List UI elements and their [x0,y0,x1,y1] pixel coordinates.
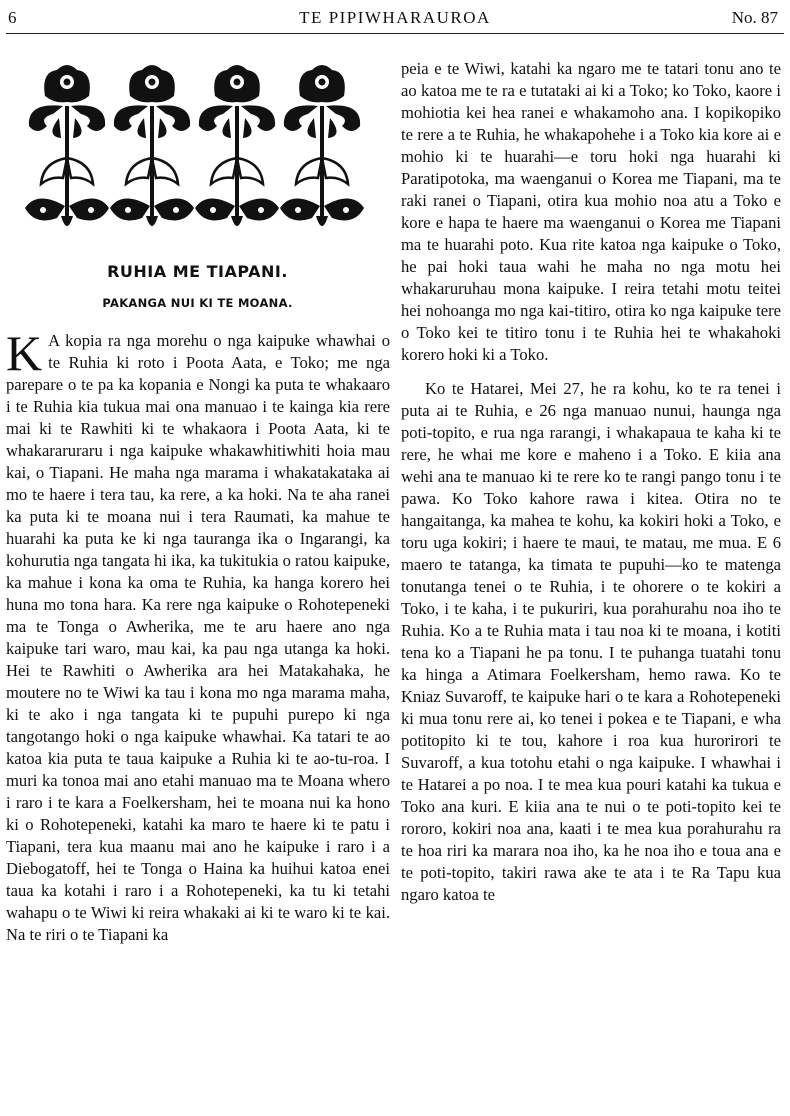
masthead-title: TE PIPIWHARAUROA [299,8,491,27]
header-rule [6,33,784,34]
article-paragraph [6,325,390,946]
page-number: 6 [8,8,17,27]
right-column-paragraph-2: Ko te Hatarei, Mei 27, he ra kohu, ko te ra tenei i puta ai te Ruhia, e 26 nga manuao nunui, haunga nga poti-topito, e rua nga rarangi, i whakapaua te kaha ki te rere, he whai me kore e maheno i a Toko. E kiia ana wehi ana te manuao ki te rere ko te rangi pango tonu i te pawa. Ko Toko kahore rawa i kitea. Otira no te hangaitanga, ka mahea te kohu, ka kokiri hoki a Toko, e toru uga kokiri; i haere te maui, te matau, me mua. E 6 maero te tatanga, ka timata te pupuhi—ko te matenga tonutanga tenei o te Ruhia, i te ohorere o te kokiri a Toko, i te kaha, i te pukuriri, kua porahurahu noa iho te Ruhia. Ko a te Ruhia mata i tau noa ki te moana, i kotiti tena ko a Tiapani he pa tonu. I te puhanga tuatahi tonu ka hinga a Atimara Foelkersham, hemo rawa. Ko te Kniaz Suvaroff, te kaipuke hari o te kara a Rohotepeneki ki mua tonu rere ai, ko tenei i pokea e te Tiapani, e wha potitopito ki te tou, kahore i roa kua hurorirori te Suvaroff, a kua totohu etahi o nga kaipuke. I whawhai i te Hatarei a po noa. I te mea kua pouri katahi ka tukua e Toko ana kuri. E kiia ana te nui o te poti-topito kei te rororo, kokiri noa ana, kaati i te mea kua porahurahu ra te hoa riri ka marara noa iho, ka he noa iho e toua ana e te poti-topito, takiri rawa ake te ata i te Ra Tapu kua ngaro katoa te [401,379,781,904]
right-column-paragraph-1: peia e te Wiwi, katahi ka ngaro me te tatari tonu ano te ao katoa me te ra e tutataki ai ki a Toko; ko Toko, kaore i mohiotia kei hea ranei e whakamoho ana. I kopikopiko te rere a te Ruhia, he whakapohehe i a Toko kia kore ai e mohio ki te huarahi—e toru hoki nga huarahi ki Paratipotoka, ma waenganui o Korea me Tiapani, ma te raki ranei o Tiapani, otira kua mohio noa atu a Toko e kore e hapa te haere ma waenganui o Korea me Tiapani ma te huarahi poto. Kua rite katoa nga kaipuke o Toko, he pai hoki taua wahi he maha no nga motu hei whakaruruhau mona kaipuke. I reira tetahi motu teitei hei nohoanga mo nga kai-titiro, otira ko nga kaipuke tere o Toko kei te titiro tonu i te Ruhia hei te whakahoki korero hoki ki a Toko. [401,59,781,364]
floral-ornament [22,56,372,246]
article-subtitle: PAKANGA NUI KI TE MOANA. [102,296,293,310]
page-header [0,0,790,40]
right-column [401,58,781,906]
left-column-text: A kopia ra nga morehu o nga kaipuke whawhai o te Ruhia ki roto i Poota Aata, e Toko; me nga parepare o te pa ka kopania e Nongi ka puta te whakaaro i te Ruhia kia tukua mai ona manuao i te kainga kia rere mai ki te Rawhiti ki te whakaora i Poota Aata, ki te whakararuraru i nga kaipuke whakawhitiwhiti hoia mau kai, o Tiapani. He maha nga marama i whakatakataka ai mo te haere i tera tau, ka rere, a ka hoki. Na te aha ranei ka puta ki te moana nui i tera Raumati, ka mahue te huarahi ka puta ke ki nga tauranga ika o Ingarangi, ka kohurutia nga tangata hi ika, ka tukitukia o ratou kaipuke, ka mahue i kona ka oma te Ruhia, ka hanga korero hei huna mo tona hara. Ka rere nga kaipuke o Rohotepeneki ma te Tonga o Awherika, me te aru haere ano nga kaipuke tari waro, mau kai, ka pau nga utanga ka hoki. Hei te Rawhiti o Awherika ara hei Matakahaka, he moutere no te Wiwi ka tau i kona mo nga marama maha, ki te ako i nga tangata ki te pupuhi purepo ki nga tangotango hoki o nga kaipuke whawhai. Ka tatari te ao katoa kia puta te taua kaipuke a Ruhia ki te ao-tu-roa. I muri ka tonoa mai ano etahi manuao ma te Moana whero i raro i te kara a Foelkersham, hei te moana nui ka hono ki o Rohotepeneki, katahi ka maro te haere ki te patu i Tiapani, tera kua maanu mai ano he kaipuke i raro i a Diebogatoff, hei te Tonga o Haina ka huihui katoa enei taua ka kotahi i raro i a Rohotepeneki, ka tu ki tetahi wahapu o te Wiwi ki reira whakaki ai ki te waro ki te kai. Na te riri o te Tiapani ka [6,331,390,944]
issue-number: No. 87 [731,8,778,27]
drop-cap: K [6,325,43,381]
left-column [6,325,390,946]
article-title: RUHIA ME TIAPANI. [107,262,288,281]
